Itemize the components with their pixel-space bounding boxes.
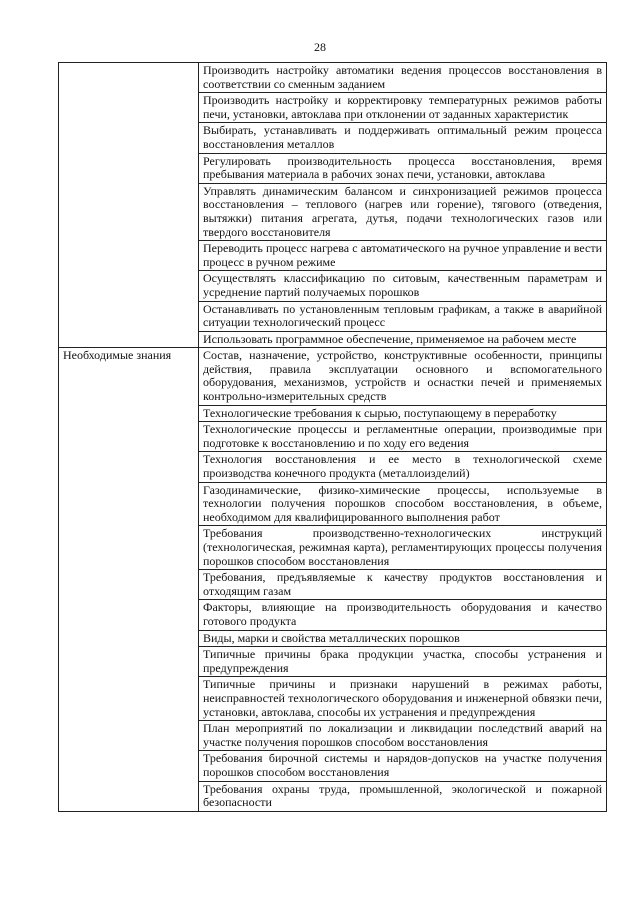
table-row (59, 348, 607, 405)
requirement-text-cell: Управлять динамическим балансом и синхронизацией режимов процесса восстановления – теплового (нагрев или горение), тягового (отведения, вытяжки) питания агрегата, дутья, подачи технологических газов или твердого восстановителя (199, 183, 607, 240)
requirement-text-cell: Переводить процесс нагрева с автоматического на ручное управление и вести процесс в ручном режиме (199, 241, 607, 271)
table-row (59, 63, 607, 93)
requirement-text-cell: План мероприятий по локализации и ликвидации последствий аварий на участке получения порошков способом восстановления (199, 721, 607, 751)
requirement-text-cell: Требования охраны труда, промышленной, экологической и пожарной безопасности (199, 781, 607, 811)
requirement-text-cell: Типичные причины и признаки нарушений в режимах работы, неисправностей технологического оборудования и инженерной обвязки печи, установки, автоклава, способы их устранения и предупреждения (199, 677, 607, 721)
requirement-text-cell: Регулировать производительность процесса восстановления, время пребывания материала в рабочих зонах печи, установки, автоклава (199, 153, 607, 183)
requirement-text-cell: Осуществлять классификацию по ситовым, качественным параметрам и усреднение партий получаемых порошков (199, 271, 607, 301)
page-number: 28 (314, 40, 326, 54)
requirement-text-cell: Выбирать, устанавливать и поддерживать оптимальный режим процесса восстановления металлов (199, 123, 607, 153)
section-label-cell: Необходимые знания (59, 348, 199, 811)
requirement-text-cell: Требования, предъявляемые к качеству продуктов восстановления и отходящим газам (199, 570, 607, 600)
requirement-text-cell: Производить настройку автоматики ведения процессов восстановления в соответствии со сменным заданием (199, 63, 607, 93)
requirement-text-cell: Останавливать по установленным тепловым графикам, а также в аварийной ситуации технологический процесс (199, 301, 607, 331)
requirement-text-cell: Производить настройку и корректировку температурных режимов работы печи, установки, автоклава при отклонении от заданных характеристик (199, 93, 607, 123)
requirement-text-cell: Состав, назначение, устройство, конструктивные особенности, принципы действия, правила эксплуатации основного и вспомогательного оборудования, механизмов, устройств и оснастки печей и применяемых контрольно-измерительных средств (199, 348, 607, 405)
requirement-text-cell: Использовать программное обеспечение, применяемое на рабочем месте (199, 331, 607, 348)
requirement-text-cell: Технологические требования к сырью, поступающему в переработку (199, 405, 607, 422)
requirement-text-cell: Технология восстановления и ее место в технологической схеме производства конечного продукта (металлоизделий) (199, 452, 607, 482)
requirement-text-cell: Типичные причины брака продукции участка, способы устранения и предупреждения (199, 647, 607, 677)
requirement-text-cell: Газодинамические, физико-химические процессы, используемые в технологии получения порошков способом восстановления, в объеме, необходимом для квалифицированного выполнения работ (199, 482, 607, 526)
requirement-text-cell: Факторы, влияющие на производительность оборудования и качество готового продукта (199, 600, 607, 630)
requirement-text-cell: Требования производственно-технологических инструкций (технологическая, режимная карта), регламентирующих процессы получения порошков способом восстановления (199, 526, 607, 570)
requirement-text-cell: Требования бирочной системы и нарядов-допусков на участке получения порошков способом восстановления (199, 751, 607, 781)
requirement-text-cell: Виды, марки и свойства металлических порошков (199, 630, 607, 647)
section-label-cell (59, 63, 199, 348)
requirement-text-cell: Технологические процессы и регламентные операции, производимые при подготовке к восстановлению и по ходу его ведения (199, 422, 607, 452)
requirements-table (58, 62, 607, 812)
